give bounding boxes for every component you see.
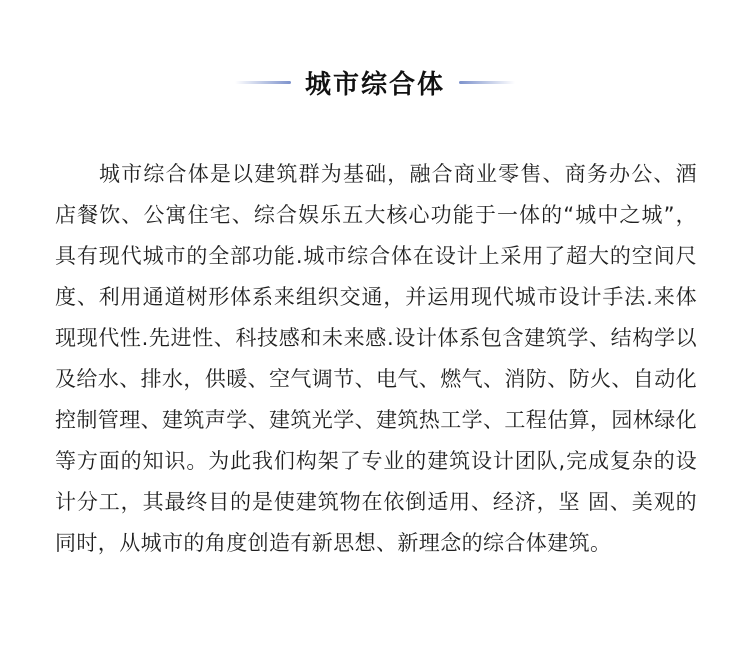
- heading-divider-left: [235, 81, 291, 84]
- page-title: 城市综合体: [304, 69, 445, 100]
- body-paragraph: 城市综合体是以建筑群为基础，融合商业零售、商务办公、酒店餐饮、公寓住宅、综合娱乐五大核心功能于一体的“城中之城”，具有现代城市的全部功能.城市综合体在设计上采用了超大的空间尺度、利用通道树形体系来组织交通，并运用现代城市设计手法.来体现现代性.先进性、科技感和未来感.设计体系包含建筑学、结构学以及给水、排水，供暖、空气调节、电气、燃气、消防、防火、自动化控制管理、建筑声学、建筑光学、建筑热工学、工程估算，园林绿化等方面的知识。为此我们构架了专业的建筑设计团队,完成复杂的设计分工，其最终目的是使建筑物在依倒适用、经济，坚 固、美观的同时，从城市的角度创造有新思想、新理念的综合体建筑。: [55, 162, 697, 555]
- section-heading: [0, 62, 750, 102]
- heading-divider-right: [459, 81, 515, 84]
